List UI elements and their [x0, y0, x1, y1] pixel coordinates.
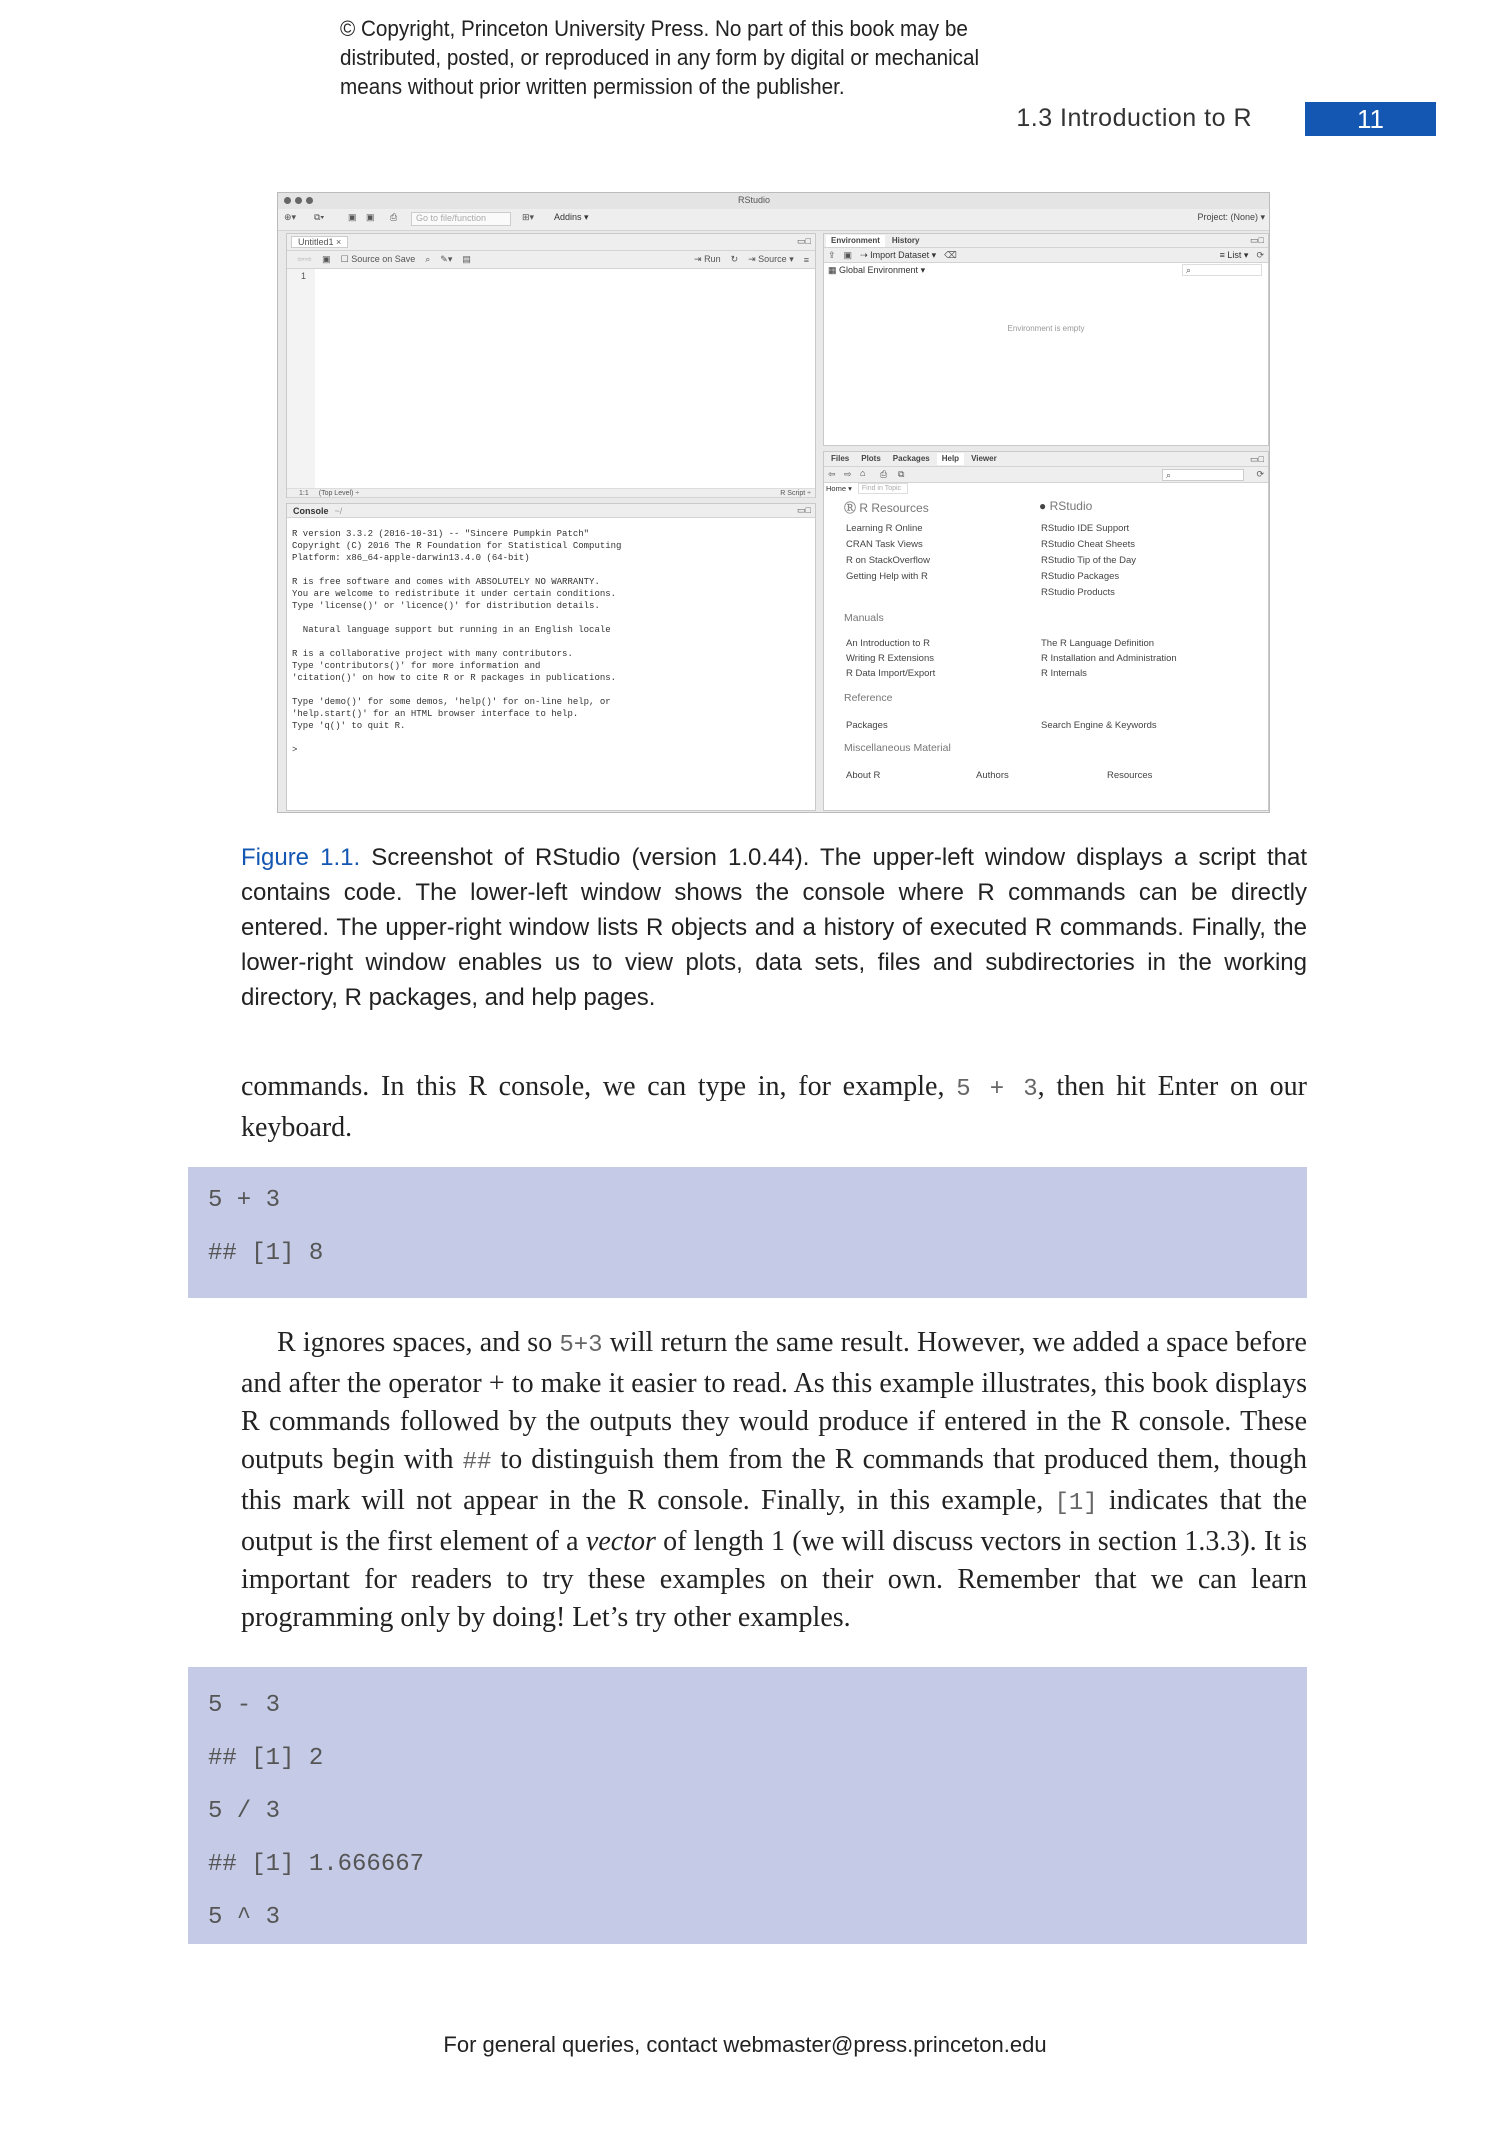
footer-contact: For general queries, contact webmaster@press.princeton.edu	[443, 2032, 1047, 2057]
inline-code: 5+3	[559, 1332, 603, 1359]
tab-packages[interactable]: Packages	[892, 454, 930, 463]
workspace-panes-icon[interactable]: ⊞▾	[522, 212, 535, 222]
home-label: Home	[826, 484, 847, 493]
environment-pane	[823, 233, 1269, 446]
save-workspace-icon[interactable]: ▣	[843, 249, 853, 260]
code-line: 5 - 3	[208, 1692, 281, 1719]
help-link[interactable]: Writing R Extensions	[846, 653, 934, 664]
home-icon[interactable]: ⌂	[860, 468, 866, 478]
source-pane	[286, 233, 816, 498]
copyright-line: means without prior written permission of the publisher.	[340, 74, 845, 99]
console-line	[292, 636, 621, 648]
import-dataset-button[interactable]: ⇢ Import Dataset ▾	[860, 249, 937, 260]
console-line: You are welcome to redistribute it under certain conditions.	[292, 589, 617, 599]
tab-environment[interactable]: Environment	[826, 235, 885, 247]
tab-history[interactable]: History	[891, 235, 920, 245]
maximize-pane-icon[interactable]: ▭□	[1250, 235, 1264, 245]
console-line: Copyright (C) 2016 The R Foundation for Statistical Computing	[292, 541, 622, 551]
console-pane	[286, 503, 816, 811]
code-line: 5 / 3	[208, 1798, 281, 1825]
help-nav-row	[826, 483, 908, 494]
zoom-window-icon[interactable]	[306, 197, 313, 204]
env-search-input[interactable]	[1182, 264, 1262, 276]
scope-label: Global Environment	[839, 265, 919, 275]
console-line: >	[292, 745, 303, 755]
tab-help[interactable]: Help	[937, 453, 964, 465]
help-link[interactable]: RStudio Products	[1041, 587, 1115, 598]
text: to distinguish them from the R commands that produced them, though this mark will not appear in the R console. Finally, in this example,	[241, 1444, 1307, 1516]
console-header	[287, 504, 815, 518]
text: R ignores spaces, and so	[277, 1327, 560, 1358]
tab-files[interactable]: Files	[831, 454, 850, 463]
file-type-selector[interactable]: R Script ÷	[780, 489, 811, 497]
help-link[interactable]: Search Engine & Keywords	[1041, 720, 1157, 731]
help-link[interactable]: RStudio Cheat Sheets	[1041, 539, 1136, 550]
tab-untitled1[interactable]: Untitled1 ×	[291, 236, 348, 248]
help-search-input[interactable]	[1162, 469, 1244, 481]
help-toolbar	[824, 467, 1268, 483]
help-link[interactable]: R Installation and Administration	[1041, 653, 1177, 664]
environment-scope-selector[interactable]: ▦ Global Environment ▾	[828, 265, 926, 275]
emphasis: vector	[585, 1526, 656, 1557]
env-tabbar	[824, 234, 1268, 248]
code-tools-icon[interactable]: ✎▾	[440, 254, 453, 264]
text: of length 1 (we will discuss vectors in section 1.3.3). It is important for readers to try these examples on their own. Remember that we can learn programming only by doing! Let’s try other examples.	[241, 1526, 1308, 1633]
console-line	[292, 612, 621, 624]
list-label: List	[1227, 249, 1242, 260]
figure-label: Figure 1.1.	[241, 844, 361, 871]
help-link[interactable]: RStudio Tip of the Day	[1041, 555, 1137, 566]
scope-selector[interactable]: (Top Level) ÷	[318, 489, 360, 497]
run-label: Run	[704, 254, 721, 264]
inline-code: [1]	[1054, 1490, 1098, 1517]
help-link[interactable]: Getting Help with R	[846, 571, 928, 582]
search-icon: ⌕	[1166, 470, 1172, 480]
inline-code: ##	[462, 1449, 492, 1476]
goto-placeholder: Go to file/function	[416, 213, 487, 223]
files-tabbar	[824, 452, 1268, 467]
code-output: ## [1] 1.666667	[208, 1851, 425, 1878]
source-toolbar	[287, 251, 815, 269]
console-line	[292, 564, 621, 576]
r-resources-heading	[844, 499, 929, 516]
save-icon[interactable]: ▣	[322, 254, 331, 264]
print-icon[interactable]: ⎙	[390, 212, 398, 222]
help-link[interactable]: About R	[846, 770, 881, 781]
maximize-pane-icon[interactable]: ▭□	[797, 505, 811, 515]
source-label: Source	[758, 254, 787, 264]
outline-icon[interactable]: ≡	[803, 254, 809, 265]
title-bar	[278, 193, 1270, 209]
misc-heading: Miscellaneous Material	[844, 742, 951, 754]
console-line: Type 'demo()' for some demos, 'help()' for on-line help, or	[292, 697, 611, 707]
scope-label: (Top Level)	[318, 489, 354, 497]
source-on-save-label: Source on Save	[351, 254, 416, 264]
console-line: Type 'q()' to quit R.	[292, 721, 406, 731]
addins-label: Addins	[554, 212, 582, 222]
help-link[interactable]: R on StackOverflow	[846, 555, 930, 566]
rstudio-heading	[1039, 499, 1092, 513]
new-file-icon[interactable]: ⊕▾	[284, 212, 297, 222]
heading-text: R Resources	[859, 501, 929, 515]
load-workspace-icon[interactable]: ⇪	[828, 249, 836, 260]
rerun-icon[interactable]: ↻	[730, 254, 739, 264]
body-paragraph	[241, 1068, 1307, 1147]
caption-text: Screenshot of RStudio (version 1.0.44). The upper-left window displays a script that contains code. The lower-left window shows the console where R commands can be directly entered. The upper-right window lists R objects and a history of executed R commands. Finally, the lower-right window enables us to view plots, data sets, files and subdirectories in the working directory, R packages, and help pages.	[241, 844, 1307, 1011]
editor-area[interactable]	[315, 269, 815, 489]
run-button[interactable]: ⇥ Run	[694, 254, 721, 264]
reference-heading: Reference	[844, 692, 893, 704]
console-line: 'help.start()' for an HTML browser interface to help.	[292, 709, 579, 719]
code-line: 5 ^ 3	[208, 1904, 281, 1931]
console-line: R is free software and comes with ABSOLUTELY NO WARRANTY.	[292, 577, 600, 587]
environment-empty-message: Environment is empty	[1007, 324, 1085, 333]
maximize-pane-icon[interactable]: ▭□	[797, 236, 811, 246]
line-gutter	[287, 269, 315, 489]
forward-icon[interactable]: ⇨	[844, 469, 852, 479]
addins-menu[interactable]: Addins ▾	[554, 212, 589, 222]
help-link[interactable]: Learning R Online	[846, 523, 923, 534]
compile-report-icon[interactable]: ▤	[462, 254, 471, 264]
code-line: 5 + 3	[208, 1187, 281, 1214]
code-output: ## [1] 2	[208, 1745, 324, 1772]
refresh-icon[interactable]: ⟳	[1256, 469, 1264, 479]
help-link[interactable]: Resources	[1107, 770, 1153, 781]
window-title: RStudio	[738, 195, 771, 205]
console-path: ~/	[334, 505, 343, 516]
code-output: ## [1] 8	[208, 1240, 324, 1267]
console-line	[292, 684, 621, 696]
env-toolbar	[824, 248, 1268, 263]
find-placeholder: Find in Topic	[861, 485, 902, 492]
files-help-pane	[823, 451, 1269, 811]
save-icon[interactable]: ▣	[348, 212, 357, 222]
rstudio-logo-icon: ●	[1039, 499, 1047, 513]
code-block	[188, 1667, 1307, 1944]
clear-broom-icon[interactable]: ⌫	[944, 249, 957, 260]
refresh-icon[interactable]: ⟳	[1256, 249, 1264, 260]
tab-viewer[interactable]: Viewer	[971, 454, 997, 463]
cursor-position: 1:1	[299, 489, 309, 497]
file-type-label: R Script	[780, 489, 806, 497]
r-logo-icon: Ⓡ	[844, 501, 857, 515]
help-link[interactable]: Packages	[846, 720, 888, 731]
copyright-notice	[340, 14, 979, 101]
tab-label: Untitled1	[298, 237, 334, 247]
copyright-line: distributed, posted, or reproduced in any form by digital or mechanical	[340, 45, 980, 70]
body-paragraph	[241, 1324, 1307, 1637]
console-line: Type 'contributors()' for more information and	[292, 661, 541, 671]
heading-text: RStudio	[1049, 499, 1093, 513]
view-mode-selector[interactable]: ≡ List ▾	[1219, 249, 1249, 260]
figure-caption	[241, 840, 1307, 1015]
help-link[interactable]: The R Language Definition	[1041, 638, 1155, 649]
help-home-menu[interactable]: Home ▾	[826, 484, 852, 493]
search-icon[interactable]: ⌕	[425, 254, 431, 264]
goto-file-input[interactable]	[411, 212, 511, 226]
page-number: 11	[1305, 102, 1436, 136]
text: will return the same result. However, we added a space before and after the operator + to make it easier to read. As this example illustrates, this book displays R commands followed by the outputs they would produce if entered in the R console. These outputs begin with	[241, 1327, 1307, 1475]
source-on-save-checkbox[interactable]: ☐ Source on Save	[340, 254, 416, 264]
project-menu[interactable]: Project: (None) ▾	[1197, 212, 1265, 222]
save-all-icon[interactable]: ▣	[366, 212, 375, 222]
find-in-topic-input[interactable]	[858, 483, 908, 494]
back-forward-icon[interactable]: ⇦⇨	[297, 254, 313, 264]
help-link[interactable]: RStudio Packages	[1041, 571, 1120, 582]
inline-code: 5 + 3	[956, 1076, 1038, 1103]
project-label: Project: (None)	[1197, 212, 1258, 222]
manuals-heading: Manuals	[844, 612, 884, 624]
main-toolbar	[278, 209, 1270, 231]
print-icon[interactable]: ⎙	[880, 469, 888, 479]
text: , then hit Enter on our keyboard.	[241, 1071, 1307, 1143]
source-statusbar	[287, 488, 815, 498]
import-label: Import Dataset	[870, 249, 930, 260]
console-line: Platform: x86_64-apple-darwin13.4.0 (64-bit)	[292, 553, 530, 563]
maximize-pane-icon[interactable]: ▭□	[1250, 453, 1264, 464]
console-line: R is a collaborative project with many contributors.	[292, 649, 573, 659]
copyright-line: © Copyright, Princeton University Press. No part of this book may be	[340, 16, 968, 41]
console-line: Type 'license()' or 'licence()' for distribution details.	[292, 601, 600, 611]
line-number: 1	[301, 271, 307, 281]
text: indicates that the output is the first element of a	[241, 1485, 1307, 1557]
text: commands. In this R console, we can type in, for example,	[241, 1071, 957, 1102]
tab-plots[interactable]: Plots	[861, 454, 881, 463]
console-line: 'citation()' on how to cite R or R packages in publications.	[292, 673, 617, 683]
console-output[interactable]	[292, 528, 621, 756]
running-title: 1.3 Introduction to R	[1016, 104, 1252, 132]
console-title: Console	[293, 505, 329, 516]
help-link[interactable]: Authors	[976, 770, 1009, 781]
source-tabbar	[287, 234, 815, 251]
code-block	[188, 1167, 1307, 1298]
help-link[interactable]: RStudio IDE Support	[1041, 523, 1130, 534]
help-link[interactable]: R Data Import/Export	[846, 668, 936, 679]
console-line: Natural language support but running in an English locale	[292, 625, 611, 635]
back-icon[interactable]: ⇦	[828, 469, 836, 479]
open-project-icon[interactable]: ⧉▾	[314, 212, 325, 222]
minimize-window-icon[interactable]	[295, 197, 302, 204]
help-link[interactable]: R Internals	[1041, 668, 1087, 679]
help-link[interactable]: An Introduction to R	[846, 638, 930, 649]
source-button[interactable]: ⇥ Source ▾	[748, 254, 794, 264]
section-flow	[188, 1324, 1307, 1944]
rstudio-screenshot	[277, 192, 1270, 813]
close-window-icon[interactable]	[284, 197, 291, 204]
search-icon: ⌕	[1186, 265, 1192, 275]
console-line: R version 3.3.2 (2016-10-31) -- "Sincere Pumpkin Patch"	[292, 529, 590, 539]
open-window-icon[interactable]: ⧉	[898, 469, 905, 479]
help-link[interactable]: CRAN Task Views	[846, 539, 923, 550]
console-line	[292, 732, 621, 744]
